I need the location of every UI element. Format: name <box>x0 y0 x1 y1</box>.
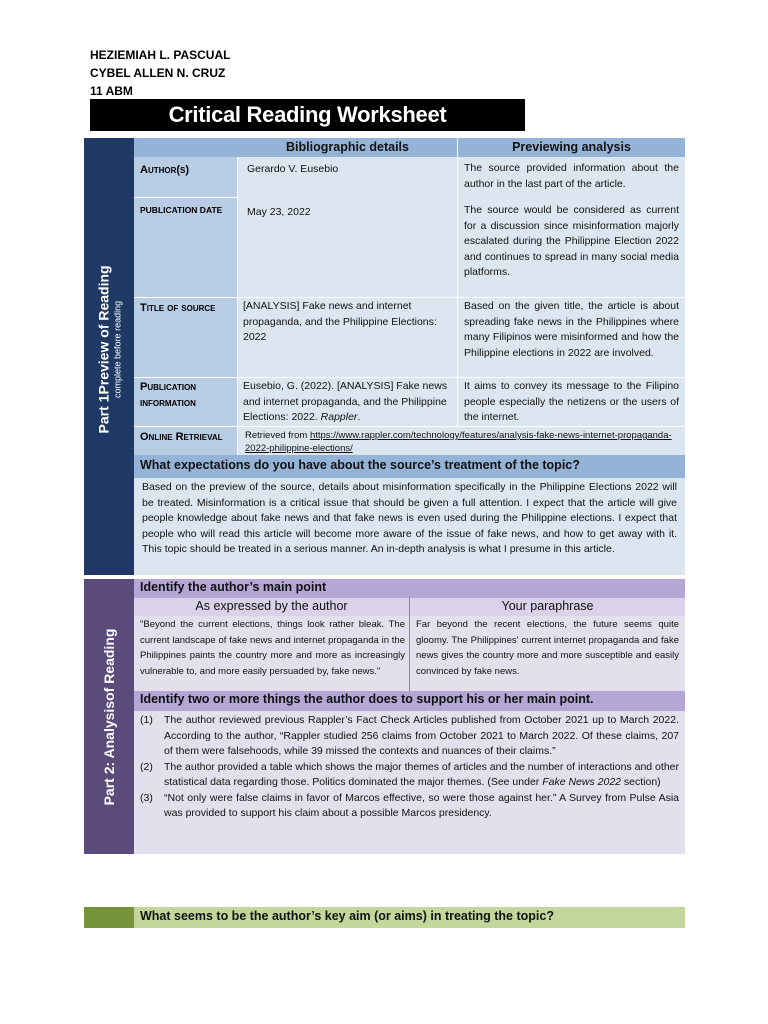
author-analysis: The source provided information about the author in the last part of the article. <box>458 157 685 197</box>
student-name-2: CYBEL ALLEN N. CRUZ <box>90 66 226 80</box>
support-item: (2) The author provided a table which shows the major themes of articles and the number of interactions and other statistical data regarding those. Politics dominated the major themes. (See under Fake News 2022 section) <box>140 760 679 788</box>
support-item: (3) “Not only were false claims in favor of Marcos effective, so were those against her.” A Survey from Pulse Asia was provided to support his claim about a possible Marcos presidency. <box>140 791 679 819</box>
part3-side-label <box>84 907 134 928</box>
col-header-biblio: Bibliographic details <box>237 138 458 157</box>
pubinfo-value: Eusebio, G. (2022). [ANALYSIS] Fake news and internet propaganda, and the Philippine Elections: 2022. Rappler. <box>237 377 458 426</box>
main-point-heading: Identify the author’s main point <box>134 579 685 598</box>
student-name-1: HEZIEMIAH L. PASCUAL <box>90 48 231 62</box>
author-quote: "Beyond the current elections, things look rather bleak. The current landscape of fake news and internet propaganda in the Philippines paints the country more and more as increasingly vulnerable to, and more easily persuaded by, fake news." <box>134 616 409 691</box>
part1-side-title: Part 1Preview of Reading <box>95 264 112 433</box>
source-url-link[interactable]: https://www.rappler.com/technology/features/analysis-fake-news-internet-propaganda-2022-philippine-elections/ <box>245 430 672 454</box>
worksheet-title: Critical Reading Worksheet <box>90 99 525 131</box>
grade-section: 11 ABM <box>90 84 133 98</box>
paraphrase-text: Far beyond the recent elections, the future seems quite gloomy. The Philippines' current internet propaganda and fake news gives the country more and more susceptible and easily convinced by fake news. <box>410 616 685 691</box>
part1-side-subtitle: complete before reading <box>112 300 123 398</box>
author-label: Author(s) <box>134 157 237 197</box>
title-analysis: Based on the given title, the article is about spreading fake news in the Philippines where many Filipinos were misinformed and how the Philippine elections in 2022 are involved. <box>458 297 685 377</box>
date-label: PUBLICATION DATE <box>134 197 237 297</box>
expectations-answer: Based on the preview of the source, details about misinformation specifically in the Philippine Elections 2022 will be treated. Misinformation is a critical issue that should be given a full attention. I expect that the article will give people knowledge about fake news and that fake news is even used during the Philippine elections. I expect that people who will read this article will become more aware of the issue of fake news, and how to get away with it. This topic should be treated in a serious manner. An in-depth analysis is what I presume in this article. <box>134 478 685 575</box>
header-blank <box>134 138 237 157</box>
pubinfo-analysis: It aims to convey its message to the Filipino people especially the netizens or the users of the internet. <box>458 377 685 426</box>
author-value: Gerardo V. Eusebio <box>237 157 458 297</box>
part2-side-title: Part 2: Analysisof Reading <box>101 628 117 805</box>
title-label: Title of source <box>134 297 237 377</box>
date-value: May 23, 2022 <box>247 206 311 218</box>
support-list <box>134 711 685 854</box>
col-header-author: As expressed by the author <box>134 598 409 616</box>
title-value: [ANALYSIS] Fake news and internet propaganda, and the Philippine Elections: 2022 <box>237 297 458 377</box>
expectations-question: What expectations do you have about the source’s treatment of the topic? <box>134 455 685 478</box>
online-label: Online Retrieval <box>134 426 237 455</box>
part2-side-label <box>84 579 134 854</box>
support-heading: Identify two or more things the author does to support his or her main point. <box>134 691 685 711</box>
date-analysis: The source would be considered as current for a discussion since misinformation majorly escalated during the Philippine Election 2022 and continues to spread in many social media platforms. <box>458 197 685 297</box>
support-item: (1) The author reviewed previous Rappler’s Fact Check Articles published from October 2021 up to March 2022. According to the author, “Rappler studied 256 claims from October 2021 to March 2022. Of these claims, 207 of them were falsehoods, while 39 missed the contexts and nuances of their claims.” <box>140 714 679 757</box>
pubinfo-label: Publication information <box>134 377 237 426</box>
key-aim-question: What seems to be the author’s key aim (or aims) in treating the topic? <box>134 907 685 928</box>
part1-side-label <box>84 138 134 575</box>
col-header-preview: Previewing analysis <box>458 138 685 157</box>
col-header-paraphrase: Your paraphrase <box>410 598 685 616</box>
online-retrieval: Retrieved from https://www.rappler.com/technology/features/analysis-fake-news-internet-propaganda-2022-philippine-elections/ <box>237 426 685 455</box>
